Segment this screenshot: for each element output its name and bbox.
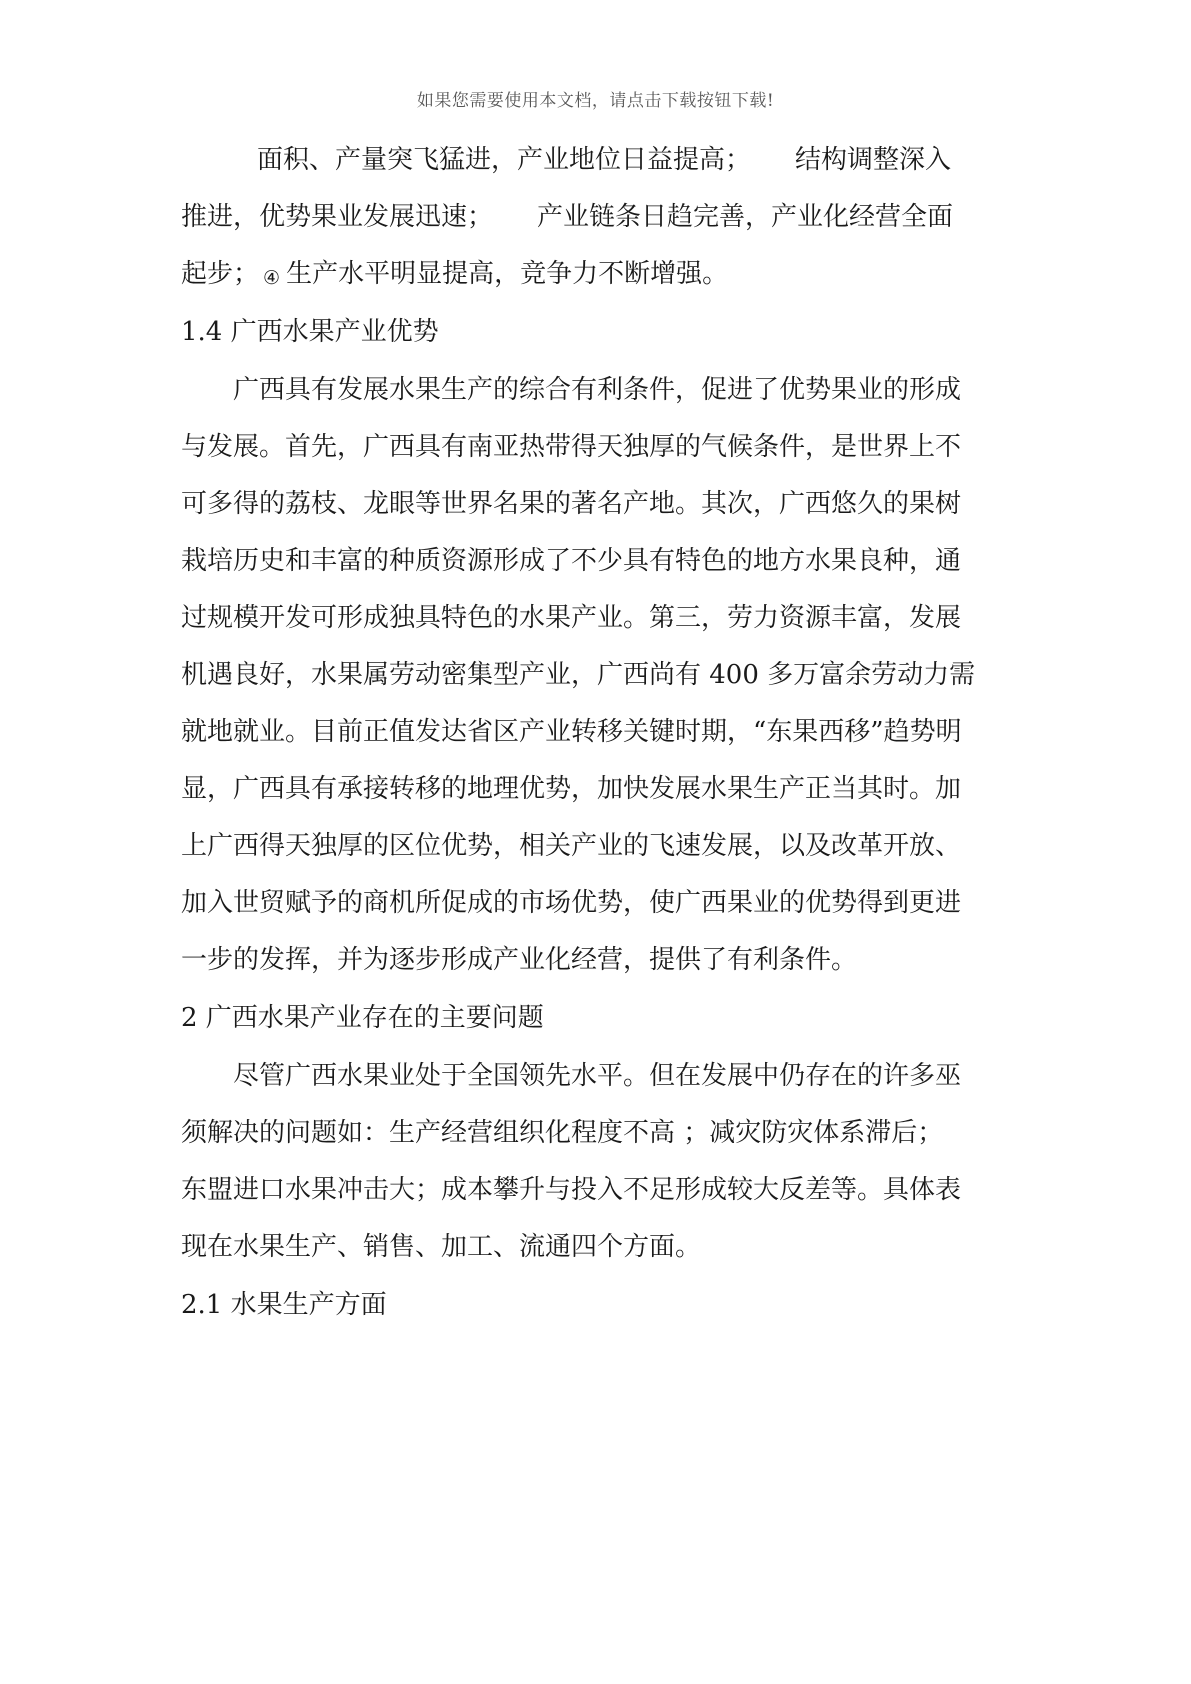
- paragraph-line: 现在水果生产、销售、加工、流通四个方面。: [181, 1232, 702, 1262]
- paragraph-line: 上广西得天独厚的区位优势，相关产业的飞速发展，以及改革开放、: [181, 831, 962, 861]
- intro-item-2: 结构调整深入: [795, 145, 952, 175]
- circled-number-marker: ④: [263, 267, 281, 289]
- paragraph-line: 显，广西具有承接转移的地理优势，加快发展水果生产正当其时。加: [181, 774, 962, 804]
- intro-item-4: 生产水平明显提高，竞争力不断增强。: [286, 259, 729, 289]
- paragraph-line: 可多得的荔枝、龙眼等世界名果的著名产地。其次，广西悠久的果树: [181, 489, 962, 519]
- intro-line-1: [257, 145, 951, 175]
- intro-line-2: [181, 202, 953, 232]
- paragraph-line: 机遇良好，水果属劳动密集型产业，广西尚有 400 多万富余劳动力需: [181, 660, 976, 690]
- paragraph-line: 尽管广西水果业处于全国领先水平。但在发展中仍存在的许多巫: [233, 1061, 962, 1091]
- section-heading-2: 2 广西水果产业存在的主要问题: [181, 1003, 544, 1033]
- paragraph-line: 须解决的问题如：生产经营组织化程度不高 ；减灾防灾体系滞后；: [181, 1118, 944, 1148]
- paragraph-line: 就地就业。目前正值发达省区产业转移关键时期，“东果西移”趋势明: [181, 717, 962, 747]
- intro-item-1: 面积、产量突飞猛进，产业地位日益提高；: [257, 145, 752, 175]
- intro-item-2-cont: 推进，优势果业发展迅速；: [181, 202, 494, 232]
- paragraph-line: 一步的发挥，并为逐步形成产业化经营，提供了有利条件。: [181, 945, 858, 975]
- section-heading-2-1: 2.1 水果生产方面: [181, 1290, 387, 1320]
- intro-item-3-cont: 起步；: [181, 259, 260, 289]
- paragraph-line: 广西具有发展水果生产的综合有利条件，促进了优势果业的形成: [233, 375, 962, 405]
- paragraph-line: 栽培历史和丰富的种质资源形成了不少具有特色的地方水果良种，通: [181, 546, 962, 576]
- intro-line-3: [181, 259, 728, 293]
- paragraph-line: 东盟进口水果冲击大；成本攀升与投入不足形成较大反差等。具体表: [181, 1175, 962, 1205]
- intro-item-3: 产业链条日趋完善，产业化经营全面: [537, 202, 954, 232]
- paragraph-line: 与发展。首先，广西具有南亚热带得天独厚的气候条件，是世界上不: [181, 432, 962, 462]
- paragraph-line: 过规模开发可形成独具特色的水果产业。第三，劳力资源丰富，发展: [181, 603, 962, 633]
- paragraph-line: 加入世贸赋予的商机所促成的市场优势，使广西果业的优势得到更进: [181, 888, 962, 918]
- download-notice: 如果您需要使用本文档，请点击下载按钮下载!: [416, 91, 775, 111]
- section-heading-1-4: 1.4 广西水果产业优势: [181, 317, 439, 347]
